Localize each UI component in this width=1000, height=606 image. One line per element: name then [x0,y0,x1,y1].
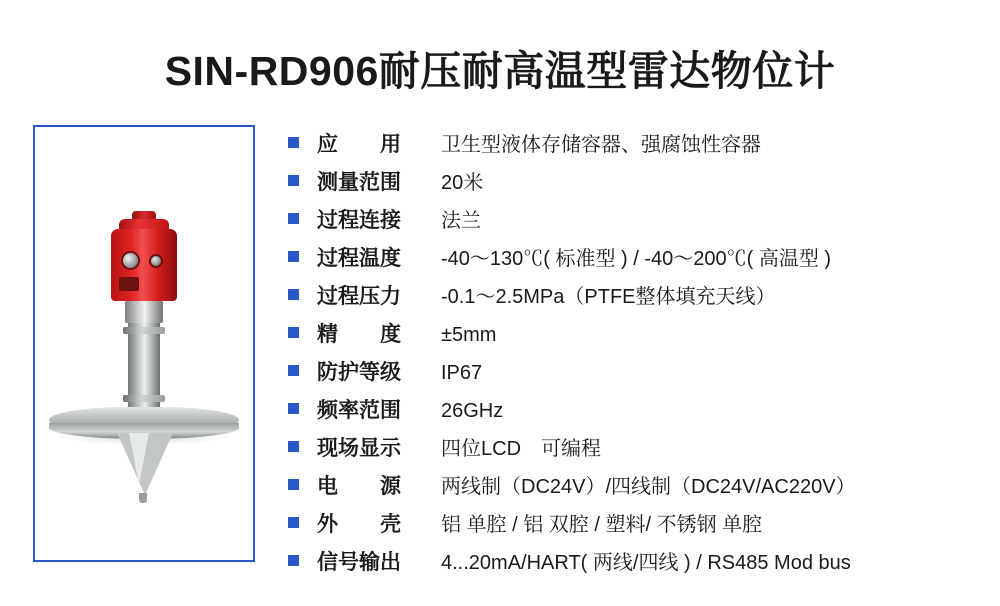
spec-value: 4...20mA/HART( 两线/四线 ) / RS485 Mod bus [441,552,851,574]
spec-row [288,394,988,432]
square-bullet-icon [288,289,299,300]
device-antenna-tip [139,493,147,503]
spec-label: 过程连接 [317,209,401,232]
spec-label: 外 壳 [317,513,401,536]
spec-label: 应 用 [317,133,401,156]
square-bullet-icon [288,251,299,262]
device-neck [125,301,163,323]
spec-label: 电 源 [317,475,401,498]
device-lens-small [149,254,163,268]
spec-label: 过程压力 [317,285,401,308]
spec-row [288,470,988,508]
spec-row [288,508,988,546]
spec-value: 四位LCD 可编程 [441,438,602,460]
spec-row [288,432,988,470]
radar-level-meter-illustration [35,127,253,560]
square-bullet-icon [288,175,299,186]
spec-value: 法兰 [441,210,481,232]
spec-row [288,242,988,280]
square-bullet-icon [288,555,299,566]
page-title: SIN-RD906耐压耐高温型雷达物位计 [164,48,836,94]
square-bullet-icon [288,137,299,148]
spec-row [288,204,988,242]
spec-label: 频率范围 [317,399,401,422]
spec-label: 精 度 [317,323,401,346]
spec-value: 铝 单腔 / 铝 双腔 / 塑料/ 不锈钢 单腔 [441,514,763,536]
product-image-panel [33,125,255,562]
spec-value: IP67 [441,362,483,384]
spec-value: 两线制（DC24V）/四线制（DC24V/AC220V） [441,476,856,498]
spec-label: 防护等级 [317,361,401,384]
spec-row [288,128,988,166]
spec-row [288,280,988,318]
spec-row [288,356,988,394]
spec-row [288,546,988,584]
square-bullet-icon [288,479,299,490]
square-bullet-icon [288,403,299,414]
square-bullet-icon [288,213,299,224]
spec-list [288,128,988,584]
device-ring-lower [123,395,165,402]
square-bullet-icon [288,441,299,452]
square-bullet-icon [288,365,299,376]
square-bullet-icon [288,517,299,528]
spec-row [288,318,988,356]
spec-value: -40～130℃( 标准型 ) / -40～200℃( 高温型 ) [441,248,832,270]
spec-value: ±5mm [441,324,497,346]
spec-label: 测量范围 [317,171,401,194]
spec-value: 卫生型液体存储容器、强腐蚀性容器 [441,134,761,156]
spec-row [288,166,988,204]
spec-label: 信号输出 [317,551,401,574]
spec-value: 26GHz [441,400,504,422]
device-lens-large [121,251,140,270]
spec-label: 过程温度 [317,247,401,270]
device-ring-upper [123,327,165,334]
device-nameplate [119,277,139,291]
spec-value: -0.1～2.5MPa（PTFE整体填充天线） [441,286,776,308]
spec-value: 20米 [441,172,484,194]
device-antenna-cone-highlight [129,433,149,485]
square-bullet-icon [288,327,299,338]
spec-label: 现场显示 [317,437,401,460]
